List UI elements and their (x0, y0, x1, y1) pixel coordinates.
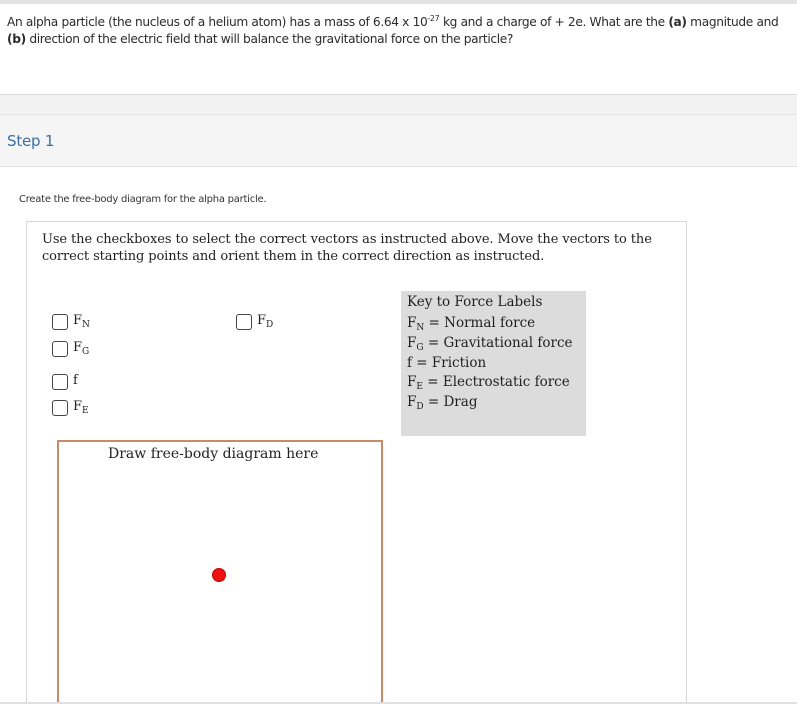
key-item-f: f = Friction (407, 355, 487, 371)
checkbox-fd[interactable] (236, 313, 273, 330)
checkbox-fd-label: $F_D$ (257, 313, 274, 330)
checkbox-fn-box[interactable] (52, 314, 68, 330)
checkbox-f-label: f (73, 373, 78, 388)
fbd-canvas[interactable] (57, 440, 383, 704)
canvas-label: Draw free-body diagram here (108, 446, 319, 462)
step-header (0, 114, 797, 167)
question-exponent: -27 (427, 14, 440, 23)
question-part-3: magnitude and (686, 15, 779, 29)
force-label-key (401, 291, 586, 436)
checkbox-fg-box[interactable] (52, 341, 68, 357)
checkbox-f-box[interactable] (52, 374, 68, 390)
key-item-fg: $F_G$ = Gravitational force (407, 335, 573, 353)
key-item-fn: $F_N$ = Normal force (407, 315, 536, 333)
step-instruction: Create the free-body diagram for the alpha particle. (19, 194, 267, 205)
checkbox-fg-label: $F_G$ (73, 340, 90, 357)
question-label-b: (b) (7, 32, 26, 46)
question-card (0, 4, 797, 95)
checkbox-fe-label: $F_E$ (73, 399, 89, 416)
checkbox-fd-box[interactable] (236, 314, 252, 330)
checkbox-f[interactable] (52, 373, 78, 390)
question-part-4: direction of the electric field that will balance the gravitational force on the particle? (25, 32, 514, 46)
alpha-particle-dot[interactable] (212, 568, 226, 582)
step-title: Step 1 (7, 132, 55, 150)
checkbox-fn[interactable] (52, 313, 90, 330)
question-text (7, 14, 787, 48)
checkbox-fe[interactable] (52, 399, 89, 416)
widget-instructions: Use the checkboxes to select the correct vectors as instructed above. Move the vectors to the correct starting points and orient them in the correct direction as instructed. (42, 232, 652, 264)
checkbox-fe-box[interactable] (52, 400, 68, 416)
checkbox-fn-label: $F_N$ (73, 313, 90, 330)
key-item-fe: $F_E$ = Electrostatic force (407, 374, 570, 392)
question-label-a: (a) (668, 15, 687, 29)
question-part-2: kg and a charge of + 2e. What are the (439, 15, 669, 29)
key-title: Key to Force Labels (407, 294, 543, 310)
fbd-widget (26, 221, 687, 704)
section-gap (0, 95, 797, 114)
key-item-fd: $F_D$ = Drag (407, 394, 478, 412)
question-part-1: An alpha particle (the nucleus of a helium atom) has a mass of 6.64 x 10 (7, 15, 428, 29)
checkbox-fg[interactable] (52, 340, 89, 357)
